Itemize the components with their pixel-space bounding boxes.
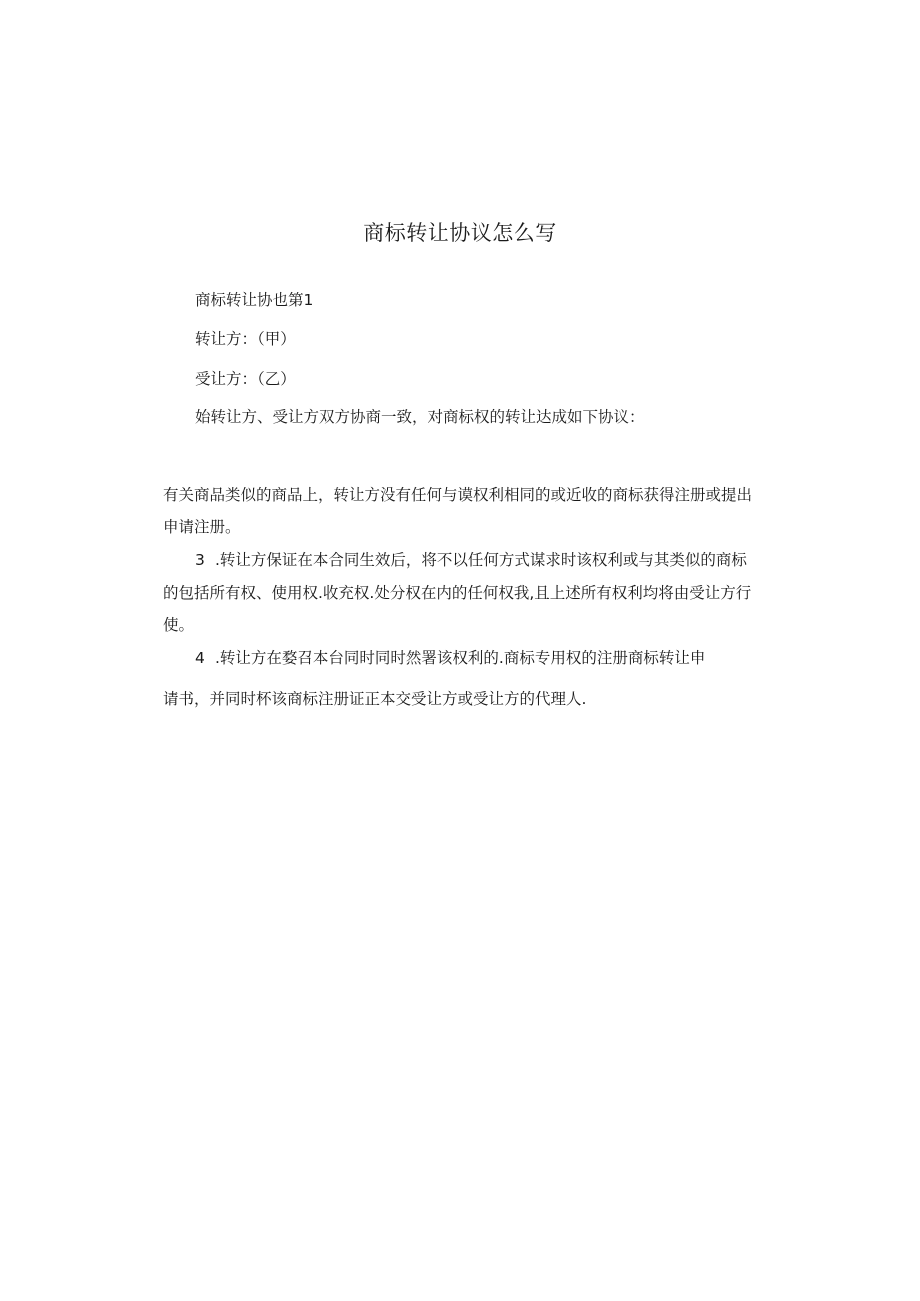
clause-text: .转让方在婺召本台同时同时然署该权利的.商标专用权的注册商标转让申 — [215, 649, 706, 667]
agreement-heading-line: 商标转让协也第1 — [195, 291, 314, 309]
clause-text-line: 有关商品类似的商品上，转让方没有任何与谟权利相同的或近收的商标获得注册或提出 — [163, 486, 753, 504]
transferor-line: 转让方：（甲） — [195, 330, 296, 348]
clause-text-line: 申请注册。 — [163, 518, 241, 536]
transferee-line: 受让方：（乙） — [195, 370, 296, 388]
preamble-line: 始转让方、受让方双方协商一致，对商标权的转让达成如下协议： — [195, 408, 645, 426]
clause-text-line: 请书，并同时杯该商标注册证正本交受让方或受让方的代理人. — [163, 690, 587, 708]
clause-number: 3 — [195, 551, 205, 569]
clause-4-first-line — [195, 647, 705, 669]
clause-text-line: 使。 — [163, 616, 195, 634]
clause-text: .转让方保证在本合同生效后，将不以任何方式谋求时该权利或与其类似的商标 — [215, 551, 747, 569]
clause-text-line: 的包括所有权、使用权.收充权.处分权在内的任何权我,且上述所有权利均将由受让方行 — [163, 584, 752, 602]
document-title: 商标转让协议怎么写 — [363, 221, 557, 245]
clause-number: 4 — [195, 649, 205, 667]
clause-3-first-line — [195, 549, 747, 571]
